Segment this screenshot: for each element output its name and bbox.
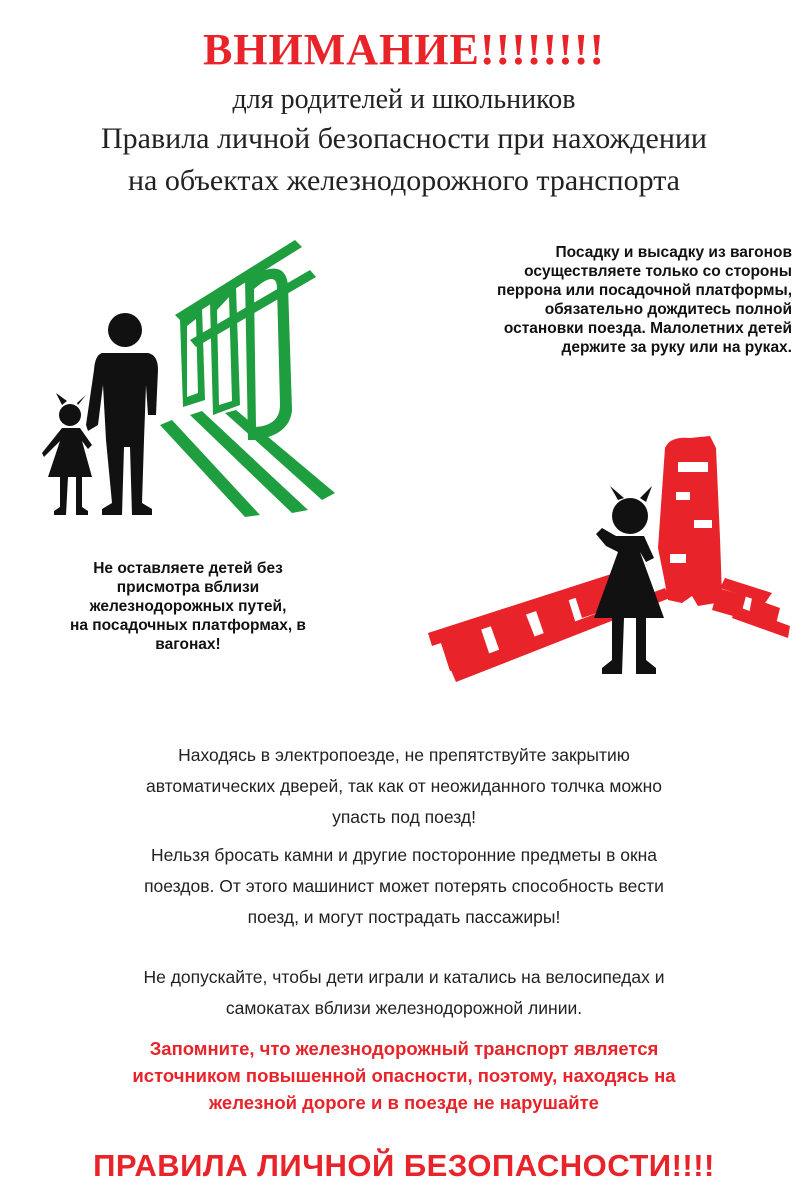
parent-and-child-at-green-train-icon bbox=[40, 225, 340, 525]
supervision-caption-line: на посадочных платформах, в bbox=[70, 617, 306, 634]
warning-line: источником повышенной опасности, поэтому, находясь на bbox=[132, 1065, 676, 1086]
paragraph-line: Находясь в электропоезде, не препятствуйте закрытию bbox=[178, 745, 630, 765]
paragraph-line: Нельзя бросать камни и другие посторонние предметы в окна bbox=[150, 845, 658, 865]
bikes-paragraph bbox=[30, 962, 778, 1024]
boarding-caption bbox=[390, 243, 792, 357]
supervision-caption-line: железнодорожных путей, bbox=[89, 598, 287, 615]
boarding-caption-line: остановки поезда. Малолетних детей bbox=[503, 320, 792, 337]
paragraph-line: поездов. От этого машинист может потерять способность вести bbox=[144, 876, 664, 896]
boarding-caption-line: перрона или посадочной платформы, bbox=[496, 282, 792, 299]
boarding-caption-line: Посадку и высадку из вагонов bbox=[555, 244, 792, 261]
boarding-caption-line: обязательно дождитесь полной bbox=[544, 301, 792, 318]
subtitle-rules-line-1: Правила личной безопасности при нахождении bbox=[101, 122, 707, 155]
supervision-caption-line: вагонах! bbox=[155, 636, 221, 653]
footer-slogan: ПРАВИЛА ЛИЧНОЙ БЕЗОПАСНОСТИ!!!! bbox=[93, 1148, 715, 1183]
page-title: ВНИМАНИЕ!!!!!!!! bbox=[202, 25, 606, 74]
child-on-rails-red-train-icon bbox=[420, 428, 792, 690]
supervision-caption-line: присмотра вблизи bbox=[116, 579, 260, 596]
paragraph-line: Не допускайте, чтобы дети играли и катались на велосипедах и bbox=[143, 967, 665, 987]
warning-paragraph bbox=[30, 1035, 778, 1116]
subtitle-audience: для родителей и школьников bbox=[232, 84, 576, 115]
supervision-caption bbox=[40, 559, 336, 654]
paragraph-line: самокатах вблизи железнодорожной линии. bbox=[225, 998, 583, 1018]
boarding-caption-line: держите за руку или на руках. bbox=[561, 339, 792, 356]
stones-paragraph bbox=[30, 840, 778, 933]
warning-line: Запомните, что железнодорожный транспорт является bbox=[149, 1038, 659, 1059]
paragraph-line: поезд, и могут пострадать пассажиры! bbox=[247, 907, 561, 927]
paragraph-line: автоматических дверей, так как от неожиданного толчка можно bbox=[145, 776, 663, 796]
doors-paragraph bbox=[30, 740, 778, 833]
paragraph-line: упасть под поезд! bbox=[332, 807, 476, 827]
supervision-caption-line: Не оставляете детей без bbox=[93, 560, 283, 577]
subtitle-rules-line-2: на объектах железнодорожного транспорта bbox=[128, 164, 680, 197]
boarding-caption-line: осуществляете только со стороны bbox=[524, 263, 792, 280]
warning-line: железной дороге и в поезде не нарушайте bbox=[209, 1092, 599, 1113]
